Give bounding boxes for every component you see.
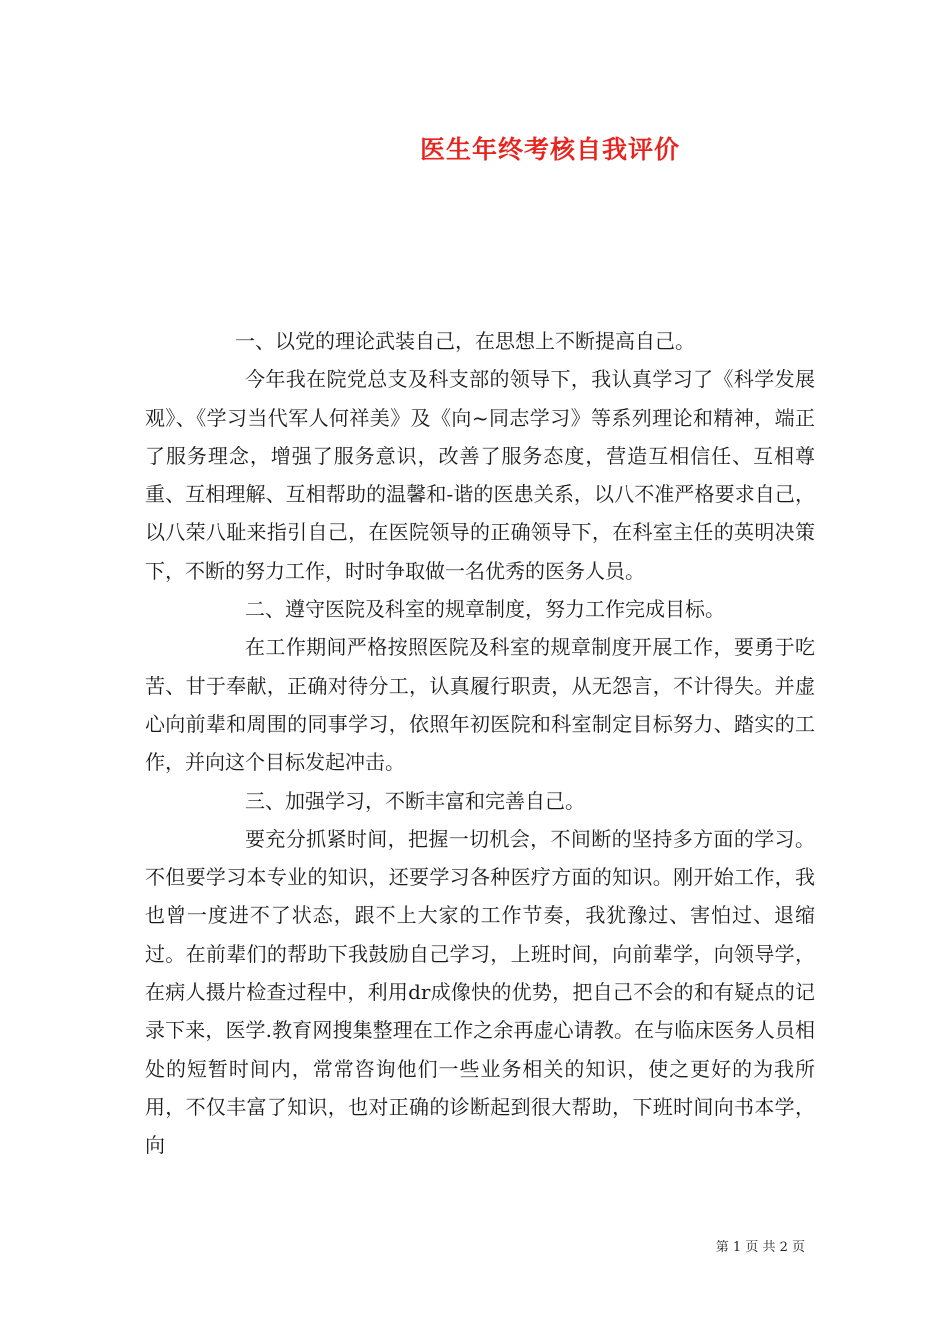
section-paragraph-1: 今年我在院党总支及科支部的领导下，我认真学习了《科学发展观》、《学习当代军人何祥美》及《向~同志学习》等系列理论和精神，端正了服务理念，增强了服务意识，改善了服务态度，营造互相信任、互相尊重、互相理解、互相帮助的温馨和-谐的医患关系，以八不准严格要求自己，以八荣八耻来指引自己，在医院领导的正确领导下，在科室主任的英明决策下，不断的努力工作，时时争取做一名优秀的医务人员。 [145,367,815,583]
section-heading-2: 二、遵守医院及科室的规章制度，努力工作完成目标。 [245,597,725,622]
section-paragraph-3: 要充分抓紧时间，把握一切机会，不间断的坚持多方面的学习。不但要学习本专业的知识，还要学习各种医疗方面的知识。刚开始工作，我也曾一度进不了状态，跟不上大家的工作节奏，我犹豫过、害怕过、退缩过。在前辈们的帮助下我鼓励自己学习，上班时间，向前辈学，向领导学，在病人摄片检查过程中，利用dr成像快的优势，把自己不会的和有疑点的记录下来，医学.教育网搜集整理在工作之余再虚心请教。在与临床医务人员相处的短暂时间内，常常咨询他们一些业务相关的知识，使之更好的为我所用，不仅丰富了知识，也对正确的诊断起到很大帮助，下班时间向书本学，向 [145,826,815,1158]
section-heading-3: 三、加强学习，不断丰富和完善自己。 [245,788,585,813]
document-title: 医生年终考核自我评价 [419,135,680,164]
section-paragraph-2: 在工作期间严格按照医院及科室的规章制度开展工作，要勇于吃苦、甘于奉献，正确对待分工，认真履行职责，从无怨言，不计得失。并虚心向前辈和周围的同事学习，依照年初医院和科室制定目标努力、踏实的工作，并向这个目标发起冲击。 [145,635,815,775]
section-heading-1: 一、以党的理论武装自己，在思想上不断提高自己。 [235,329,695,353]
document-body [145,322,815,1165]
page-number-footer: 第 1 页 共 2 页 [715,1240,805,1255]
